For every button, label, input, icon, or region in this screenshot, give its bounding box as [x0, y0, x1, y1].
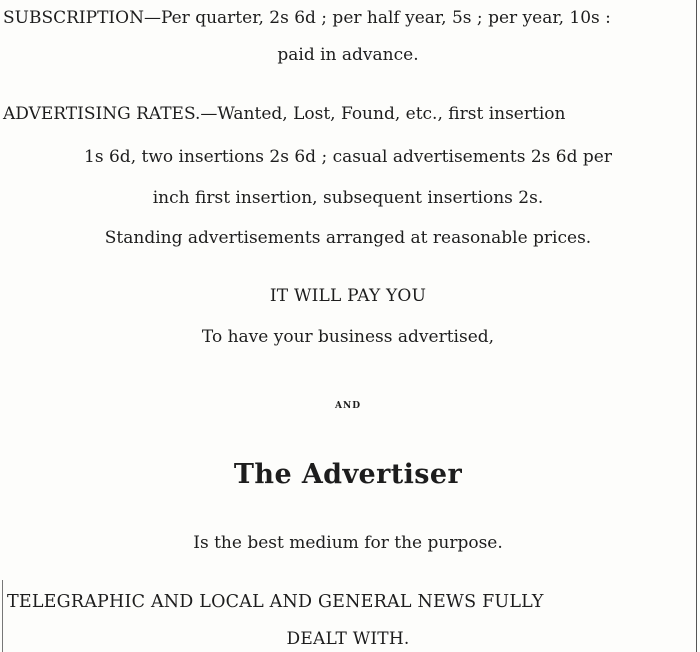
news-line-1: TELEGRAPHIC AND LOCAL AND GENERAL NEWS FULLY [7, 592, 544, 612]
subscription-line-1: SUBSCRIPTION—Per quarter, 2s 6d ; per half year, 5s ; per year, 10s : [3, 8, 611, 28]
advertising-rates-line-4: Standing advertisements arranged at reasonable prices. [104, 228, 592, 248]
column-rule-right [696, 0, 697, 652]
advertising-rates-line-3: inch first insertion, subsequent insertions 2s. [152, 188, 544, 208]
advertiser-tagline: Is the best medium for the purpose. [193, 533, 503, 553]
pay-you-heading: IT WILL PAY YOU [269, 286, 427, 306]
news-line-2: DEALT WITH. [286, 629, 410, 649]
advertising-rates-line-2: 1s 6d, two insertions 2s 6d ; casual advertisements 2s 6d per [84, 147, 612, 167]
advertiser-title: The Advertiser [233, 459, 463, 490]
subscription-line-2: paid in advance. [277, 45, 419, 65]
conjunction-and: AND [334, 401, 361, 411]
advertising-rates-line-1: ADVERTISING RATES.—Wanted, Lost, Found, etc., first insertion [3, 104, 566, 124]
pay-you-subheading: To have your business advertised, [201, 327, 495, 347]
